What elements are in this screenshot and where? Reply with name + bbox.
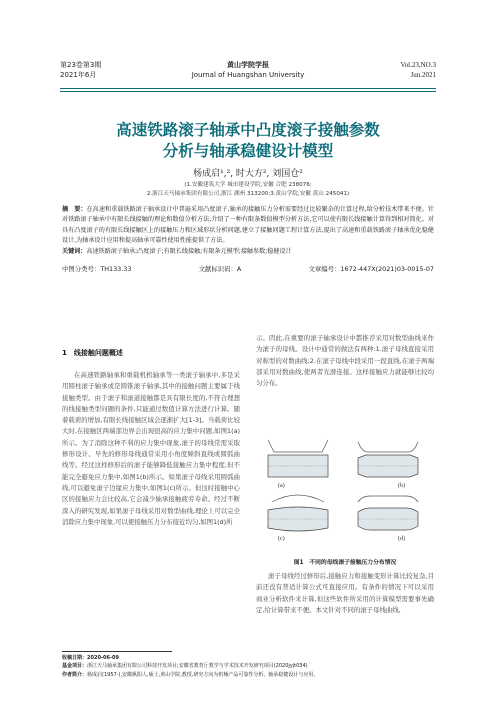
classification-line	[62, 264, 434, 273]
document-code: 文献标识码：A	[198, 265, 242, 273]
body-paragraph-right-bottom: 滚子母线经过修形后,接触应力和接触变形计算比较复杂,目前还没有普适计算公式可直接应用。有条件的情况下可以采用商业分析软件来计算,但这些软件所采用的计算模型需要事先确定,给计算带来不便。本文针对不同的滚子母线曲线,	[256, 572, 434, 614]
figure-1	[258, 430, 432, 548]
issue-date-en: Jun.2021	[410, 71, 436, 79]
journal-name	[60, 60, 436, 80]
paper-title	[40, 120, 456, 162]
article-number: 文章编号：1672-447X(2021)03-0015-07	[308, 265, 434, 273]
abstract-block	[62, 205, 434, 257]
figure-label-d: (d)	[398, 536, 405, 542]
author-bio-text: 杨成启(1957-),安徽枞阳人,硕士,黄山学院,教授,研究方向为机械产品可靠性分析、轴承稳健设计与应用。	[87, 671, 319, 678]
figure-panel-d	[358, 496, 418, 542]
title-line-2: 分析与轴承稳健设计模型	[162, 142, 334, 160]
clc-number: 中图分类号：TH133.33	[62, 265, 132, 273]
author-bio-label: 作者简介：	[62, 671, 88, 678]
volume-issue: 第23卷第3期	[60, 61, 102, 69]
body-paragraph-left: 在高速铁路轴承和重载机机轴承等一类滚子轴承中,多是采用圆柱滚子轴承或是圆锥滚子轴承,其中的接触问题主要属于线接触类型。由于滚子和滚道接触都是具有限长度的,不符合理想的线接触类型问题的条件,只能通过数值计算方法进行计算。随着载荷的增加,有限长线接触区域会逐渐扩大[1-3]。当载荷比较大时,在接触区两端部边界会出现很高的应力集中问题,如图1(a)所示。为了消除这种不利的应力集中现象,滚子的母线常需采取修形设计。早先的修形母线通常采用小角度倾斜直线或圆弧曲线等。经过这样修形后的滚子能够降低接触应力集中程度,但不能完全避免应力集中,如图1(b)所示。如果滚子母线采用圆弧曲线,可以避免滚子边缘应力集中,如图1(c)所示。但这时接触中心区的接触应力会比较高,它会减少轴承接触疲劳寿命。经过不断深入的研究发现,如果滚子母线采用对数型曲线,理论上可以完全消除应力集中现象,可以使接触压力分布接近均匀,如图1(d)所	[62, 371, 240, 526]
received-date: 收稿日期：2020-06-09	[62, 655, 119, 661]
abstract	[62, 205, 434, 247]
figure-panel-b	[358, 442, 418, 489]
figure-panel-c	[268, 495, 328, 542]
author-bio	[62, 671, 436, 679]
affiliations: (1.安徽建筑大学 城市建设学院,安徽 合肥 238076; 2.浙江天马轴承集团有限公司,浙江 湖州 313200;3.黄山学院,安徽 黄山 245041)	[146, 182, 350, 197]
abstract-text: 在高速和重载铁路滚子轴承设计中普遍采用凸度滚子,轴承的接触压力分析需要经过比较繁杂的计算过程,给分析技术带来不便。针对铁路滚子轴承中有限长线接触的理论和数值分析方法,介绍了一种有限条数值模型分析方法,它可以使有限长线接触计算得到相对简化。对具有凸度滚子的有限长线接触区上的接触压力和区域形状分析问题,建立了接触问题工程计算方法,提出了高速和重载铁路滚子轴承优化稳健设计,为轴承设计应用和提高轴承可靠性使用性能提供了方法。	[62, 206, 435, 245]
figure-label-c: (c)	[278, 536, 285, 542]
keywords-text: 高速铁路滚子轴承;凸度滚子;有限长线接触;有限条元模型;接触参数;稳健设计	[86, 247, 292, 255]
keywords	[62, 247, 434, 257]
abstract-label: 摘 要：	[62, 206, 87, 213]
author-list: 杨成启¹,², 时大方², 刘国仓²	[193, 169, 303, 179]
journal-name-cn: 黄山学院学报	[227, 61, 269, 69]
footnote-block	[62, 654, 436, 679]
issue-date: 2021年6月	[60, 71, 97, 79]
volume-issue-en: Vol.23,NO.3	[400, 61, 436, 69]
header-rule	[60, 88, 436, 92]
figure-label-a: (a)	[278, 483, 285, 489]
body-paragraph-right-top: 示。因此,在重要的滚子轴承设计中都推荐采用对数型曲线来作为滚子的母线。设计中通常的做法有两种:1.滚子母线直接采用对称型的对数曲线;2.在滚子母线中段采用一段直线,在滚子两端部采用对数曲线,使两者光滑连接。这样接触应力就能够比较均匀分布。	[256, 334, 434, 388]
footnote-rule	[62, 651, 172, 652]
figure-label-b: (b)	[398, 483, 405, 489]
fund-label: 基金项目：	[62, 663, 88, 670]
figure-caption: 图1 不同的母线滚子接触压力分布情况	[293, 560, 397, 566]
fund-info	[62, 662, 436, 670]
journal-name-en: Journal of Huangshan University	[191, 71, 305, 79]
fund-text: 浙江天马轴承集团有限公司科技开发项目;安徽省教育厅教学与学术技术开发研究项目(2020jyjt034)	[87, 663, 308, 670]
figure-panel-a	[268, 440, 328, 489]
volume-info-en	[401, 60, 436, 80]
keywords-label: 关键词：	[62, 247, 87, 255]
section-heading: 1 线接触问题概述	[62, 349, 123, 357]
title-line-1: 高速铁路滚子轴承中凸度滚子接触参数	[116, 121, 380, 139]
running-header	[60, 58, 436, 88]
